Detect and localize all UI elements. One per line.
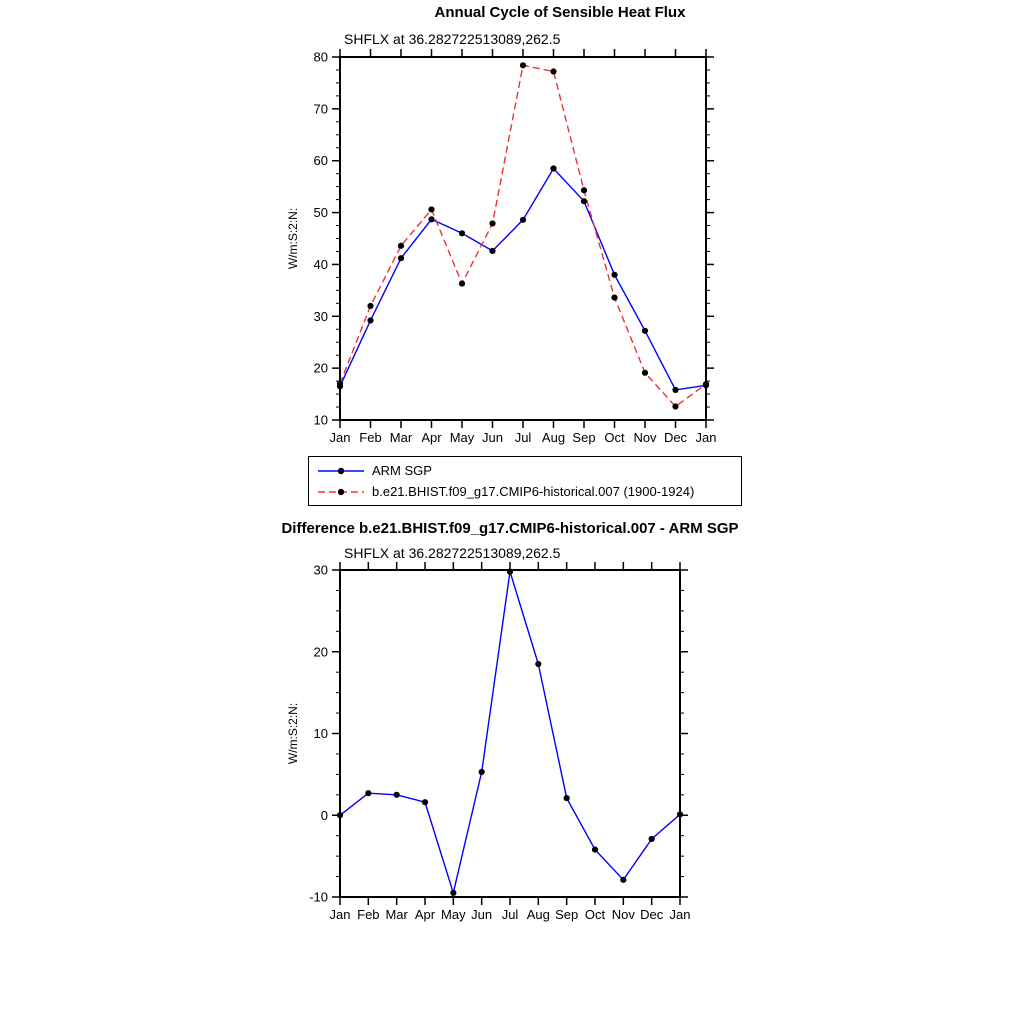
y-tick-label: 80 (313, 49, 328, 65)
data-point-marker (489, 248, 495, 254)
data-point-marker (642, 328, 648, 334)
series-line (340, 169, 706, 390)
x-tick-label: May (441, 907, 466, 922)
data-point-marker (520, 62, 526, 68)
legend (308, 456, 742, 506)
x-tick-label: Jul (514, 430, 532, 445)
data-point-marker (459, 230, 465, 236)
data-point-marker (550, 68, 556, 74)
data-point-marker (398, 243, 404, 249)
data-point-marker (489, 220, 495, 226)
y-tick-label: 50 (313, 205, 328, 221)
data-point-marker (581, 187, 587, 193)
y-axis-label: W/m:S:2:N: (286, 702, 300, 765)
data-point-marker (459, 281, 465, 287)
plot-frame (340, 57, 706, 420)
data-point-marker (507, 569, 513, 575)
x-tick-label: Dec (640, 907, 664, 922)
x-tick-label: Jun (482, 430, 503, 445)
series-line (340, 65, 706, 406)
data-point-marker (620, 877, 626, 883)
y-tick-label: 70 (313, 101, 328, 117)
data-point-marker (672, 403, 678, 409)
series-line (340, 572, 680, 893)
legend-label-arm-sgp: ARM SGP (372, 463, 432, 478)
y-tick-label: 20 (313, 644, 328, 660)
x-tick-label: Jan (329, 907, 351, 922)
data-point-marker (535, 661, 541, 667)
x-tick-label: Nov (633, 430, 657, 445)
x-tick-label: May (449, 430, 475, 445)
data-point-marker (677, 811, 683, 817)
data-point-marker (394, 792, 400, 798)
x-tick-label: Jan (695, 430, 717, 445)
data-point-marker (703, 381, 709, 387)
x-tick-label: Feb (357, 907, 380, 922)
x-tick-label: Apr (421, 430, 442, 445)
data-point-marker (581, 198, 587, 204)
data-point-marker (479, 769, 485, 775)
data-point-marker (611, 272, 617, 278)
x-tick-label: Dec (663, 430, 688, 445)
data-point-marker (367, 317, 373, 323)
legend-row-model (317, 481, 733, 502)
data-point-marker (642, 370, 648, 376)
x-tick-label: Apr (414, 907, 436, 922)
x-tick-label: Jun (471, 907, 493, 922)
data-point-marker (398, 255, 404, 261)
x-tick-label: Feb (359, 430, 382, 445)
data-point-marker (428, 206, 434, 212)
x-tick-label: Jan (329, 430, 351, 445)
x-tick-label: Aug (541, 430, 566, 445)
y-tick-label: 10 (313, 726, 328, 741)
x-tick-label: Nov (611, 907, 635, 922)
y-tick-label: 60 (313, 153, 328, 169)
data-point-marker (422, 799, 428, 805)
y-tick-label: 30 (313, 308, 328, 324)
x-tick-label: Oct (584, 907, 606, 922)
data-point-marker (592, 846, 598, 852)
x-tick-label: Mar (385, 907, 408, 922)
y-tick-label: 30 (313, 562, 328, 578)
top-chart-plot (0, 0, 1024, 452)
top-chart-subtitle: SHFLX at 36.282722513089,262.5 (344, 31, 561, 47)
x-tick-label: Sep (572, 430, 596, 445)
data-point-marker (649, 836, 655, 842)
data-point-marker (337, 812, 343, 818)
y-tick-label: 0 (320, 807, 328, 823)
bottom-chart-subtitle: SHFLX at 36.282722513089,262.5 (344, 545, 561, 561)
data-point-marker (672, 387, 678, 393)
bottom-chart-title: Difference b.e21.BHIST.f09_g17.CMIP6-historical.007 - ARM SGP (281, 520, 739, 537)
y-tick-label: 20 (313, 360, 328, 376)
x-tick-label: Jan (669, 907, 691, 922)
data-point-marker (365, 790, 371, 796)
x-tick-label: Aug (526, 907, 550, 922)
data-point-marker (564, 795, 570, 801)
top-chart-title: Annual Cycle of Sensible Heat Flux (434, 4, 686, 21)
bottom-chart-plot (0, 515, 1024, 945)
legend-label-model: b.e21.BHIST.f09_g17.CMIP6-historical.007 (1900-1924) (372, 484, 695, 499)
data-point-marker (520, 217, 526, 223)
data-point-marker (611, 295, 617, 301)
data-point-marker (337, 381, 343, 387)
data-point-marker (450, 890, 456, 896)
x-tick-label: Sep (555, 907, 579, 922)
y-tick-label: 10 (313, 412, 328, 428)
plot-frame (340, 570, 680, 897)
y-axis-label: W/m:S:2:N: (286, 207, 300, 270)
y-tick-label: 40 (313, 256, 328, 272)
data-point-marker (367, 303, 373, 309)
legend-swatch-solid-line (317, 464, 365, 478)
data-point-marker (428, 216, 434, 222)
x-tick-label: Jul (501, 907, 519, 922)
x-tick-label: Oct (604, 430, 625, 445)
data-point-marker (550, 165, 556, 171)
x-tick-label: Mar (389, 430, 413, 445)
legend-swatch-dashed-line (317, 485, 365, 499)
y-tick-label: -10 (309, 889, 328, 905)
legend-row-arm-sgp (317, 460, 733, 481)
